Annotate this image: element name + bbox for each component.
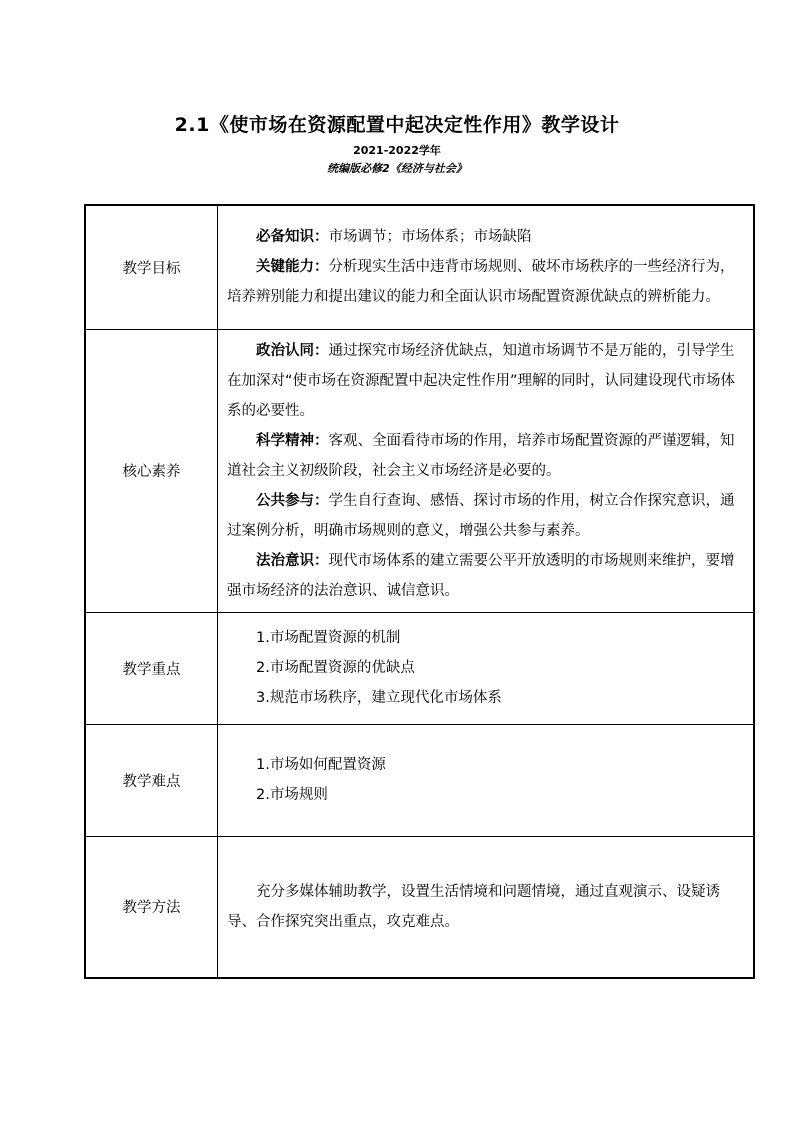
row-label-difficulties: 教学难点: [85, 724, 218, 836]
objective-ability-text: 分析现实生活中违背市场规则、破坏市场秩序的一些经济行为，培养辨别能力和提出建议的能力和全面认识市场配置资源优缺点的辨析能力。: [227, 259, 735, 306]
row-label-key-points: 教学重点: [85, 612, 218, 724]
difficulties-content: [218, 724, 755, 836]
table-row-difficulties: [85, 724, 754, 836]
literacy-science: [227, 426, 745, 486]
literacy-science-lead: 科学精神：: [256, 432, 329, 449]
lesson-plan-table: [84, 204, 755, 979]
row-label-objectives: 教学目标: [85, 205, 218, 329]
literacy-law-text: 现代市场体系的建立需要公平开放透明的市场规则来维护，要增强市场经济的法治意识、诚信意识。: [227, 552, 735, 599]
objective-knowledge-lead: 必备知识：: [256, 229, 329, 246]
objective-ability-lead: 关键能力：: [256, 259, 329, 276]
key-point-item: 3.规范市场秩序，建立现代化市场体系: [256, 690, 502, 706]
literacy-public-lead: 公共参与：: [256, 492, 329, 509]
table-row-methods: [85, 836, 754, 978]
objectives-content: [218, 205, 755, 329]
literacy-law-lead: 法治意识：: [256, 552, 329, 569]
literacy-public-text: 学生自行查询、感悟、探讨市场的作用，树立合作探究意识，通过案例分析，明确市场规则的意义，增强公共参与素养。: [227, 492, 735, 539]
table-row-literacy: [85, 329, 754, 612]
literacy-public: [227, 486, 745, 546]
row-label-methods: 教学方法: [85, 836, 218, 978]
difficulty-item: 2.市场规则: [256, 787, 328, 803]
key-point-item: 2.市场配置资源的优缺点: [256, 660, 415, 676]
row-label-literacy: 核心素养: [85, 329, 218, 612]
literacy-political-lead: 政治认同：: [256, 342, 329, 359]
school-year: 2021-2022学年: [353, 144, 441, 157]
literacy-political: [227, 336, 745, 426]
document-title: 2.1《使市场在资源配置中起决定性作用》教学设计: [174, 114, 620, 136]
textbook-edition: 统编版必修2《经济与社会》: [327, 162, 467, 175]
literacy-content: [218, 329, 755, 612]
methods-content: [218, 836, 755, 978]
key-point-item: 1.市场配置资源的机制: [256, 630, 401, 646]
methods-text: 充分多媒体辅助教学，设置生活情境和问题情境，通过直观演示、设疑诱导、合作探究突出重点，攻克难点。: [227, 883, 720, 930]
key-points-content: [218, 612, 755, 724]
objective-ability: [227, 252, 745, 312]
literacy-political-text: 通过探究市场经济优缺点，知道市场调节不是万能的，引导学生在加深对“使市场在资源配置中起决定性作用”理解的同时，认同建设现代市场体系的必要性。: [227, 342, 736, 419]
table-row-objectives: [85, 205, 754, 329]
literacy-science-text: 客观、全面看待市场的作用，培养市场配置资源的严谨逻辑，知道社会主义初级阶段，社会主义市场经济是必要的。: [227, 432, 735, 479]
table-row-key-points: [85, 612, 754, 724]
difficulty-item: 1.市场如何配置资源: [256, 757, 386, 773]
literacy-law: [227, 546, 745, 606]
objective-knowledge: [227, 222, 745, 252]
objective-knowledge-text: 市场调节；市场体系；市场缺陷: [328, 229, 532, 246]
